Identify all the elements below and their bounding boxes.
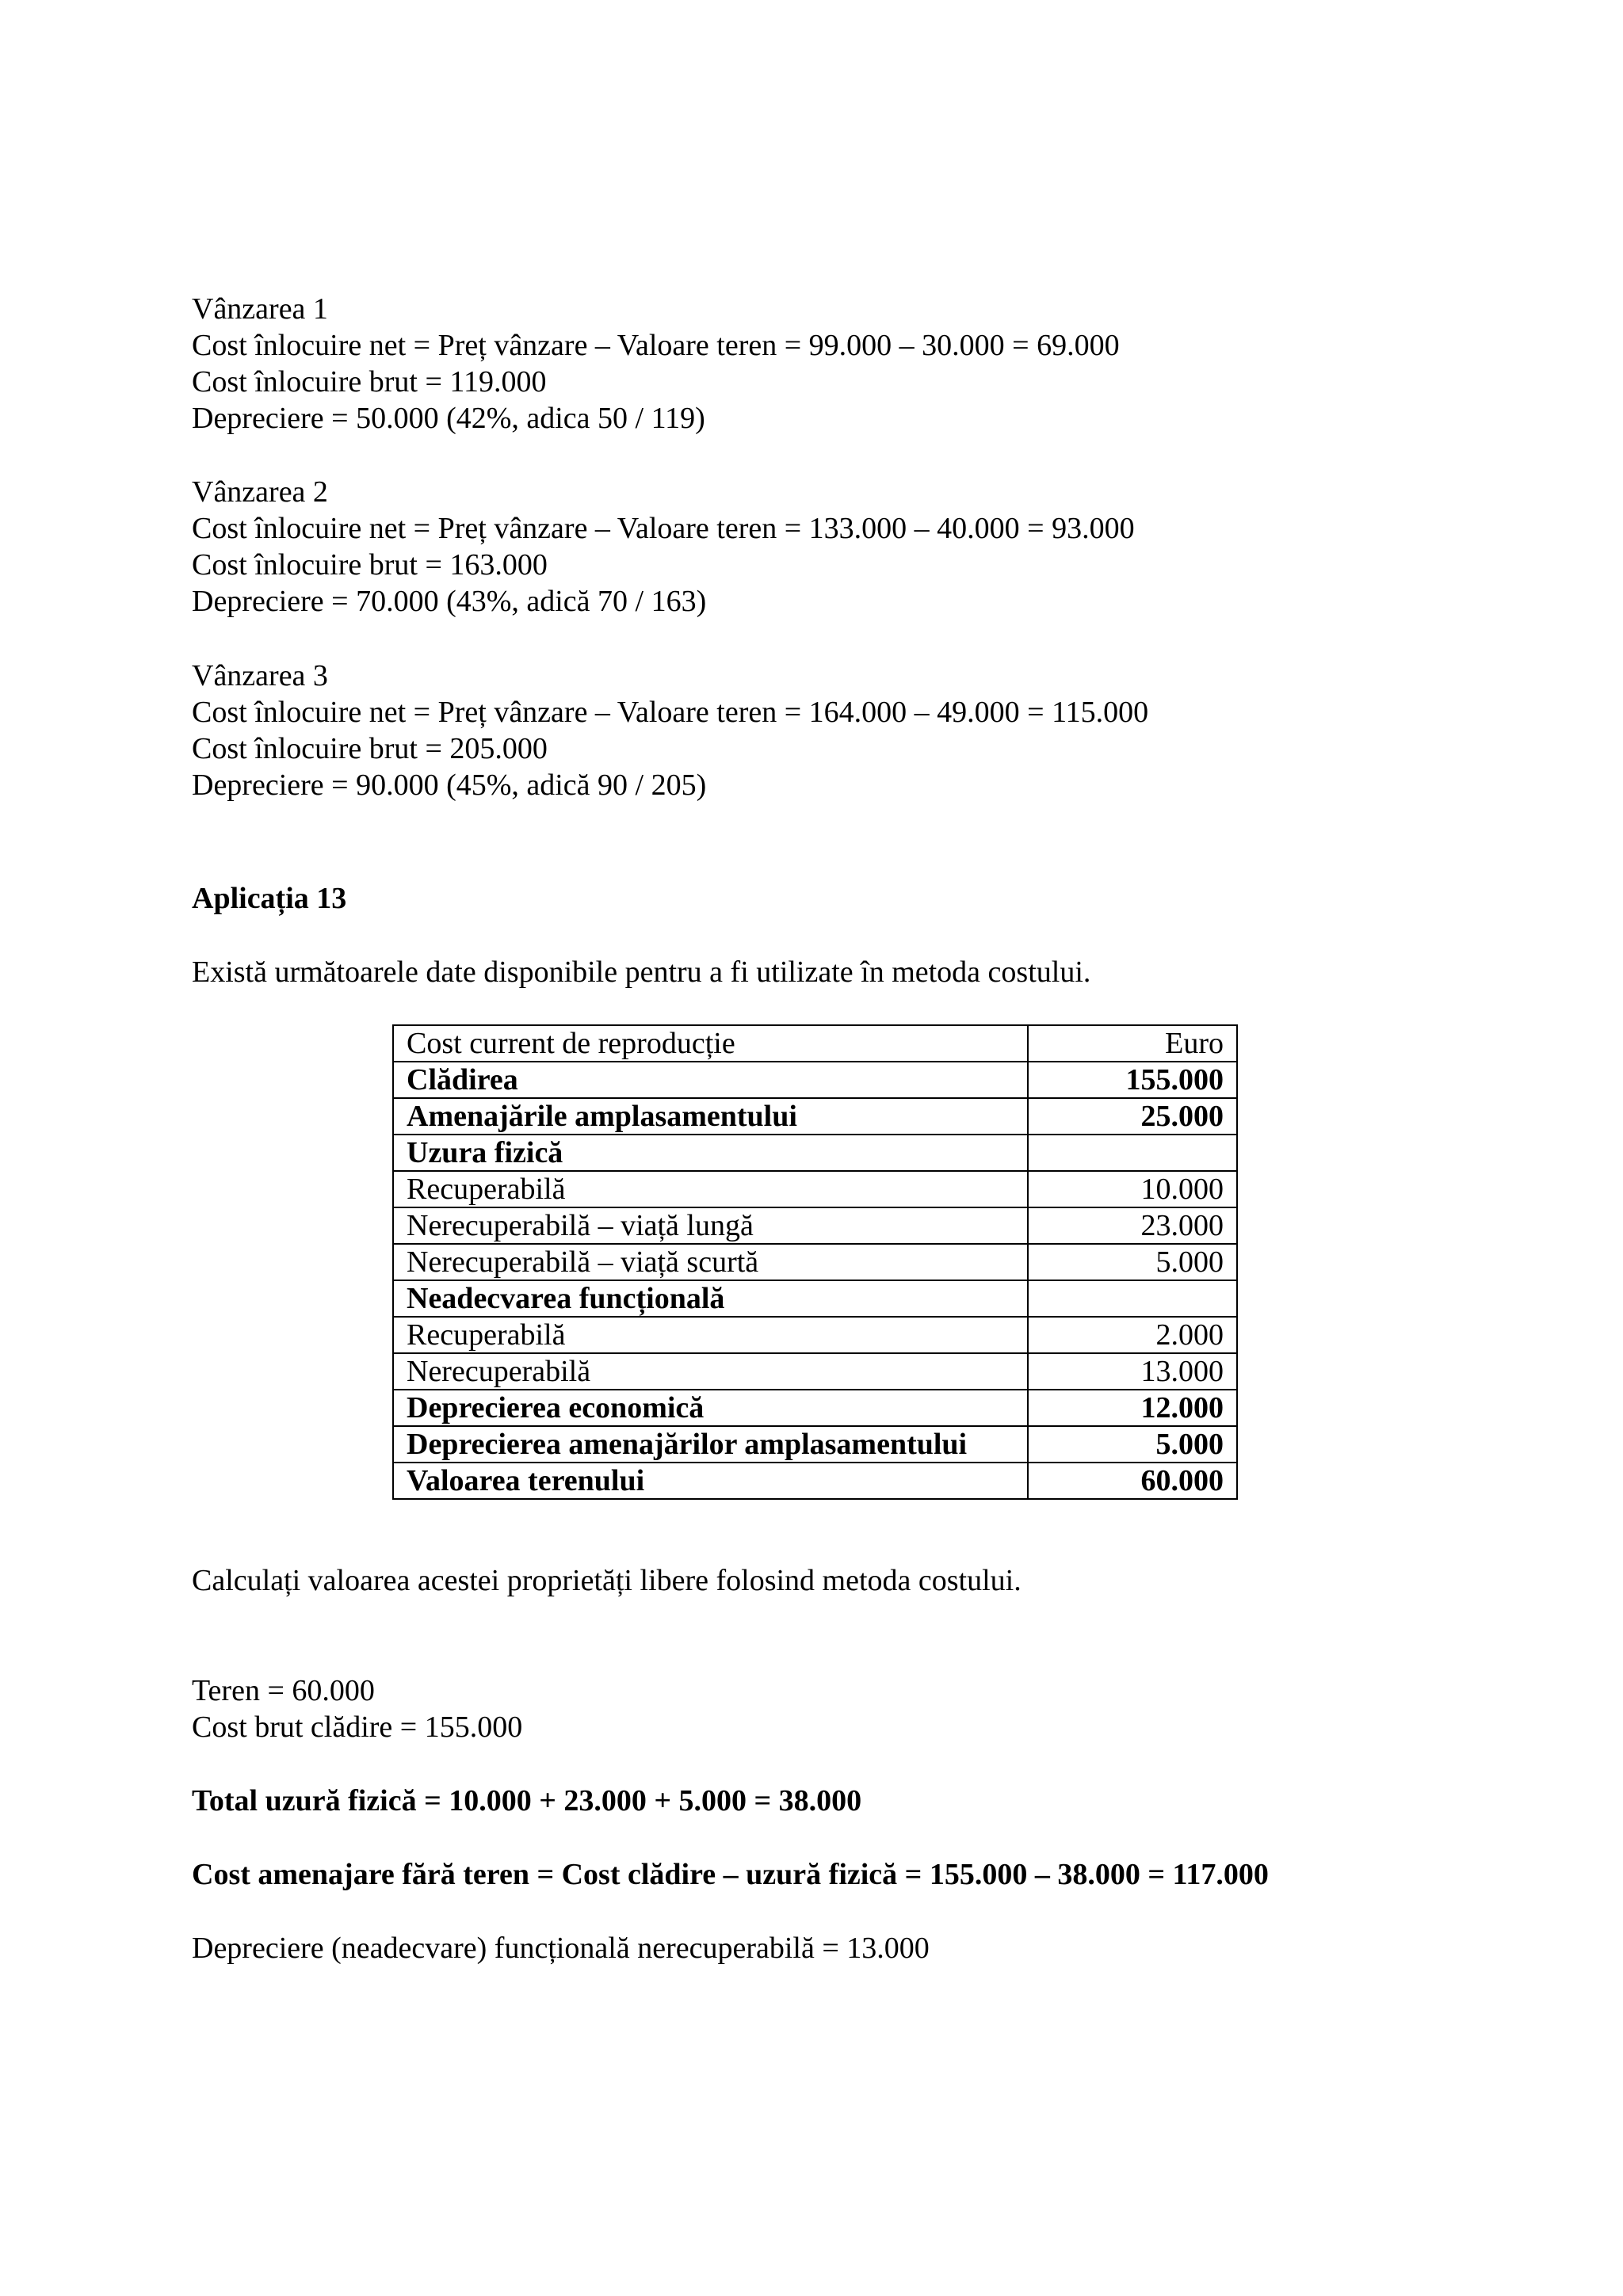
table-cell-label: Clădirea [393,1062,1028,1098]
table-cell-value [1028,1280,1237,1317]
cost-data-table [392,1024,1238,1500]
table-cell-label: Nerecuperabilă – viață scurtă [393,1244,1028,1280]
table-cell-label: Amenajările amplasamentului [393,1098,1028,1135]
sale-depreciation: Depreciere = 90.000 (45%, adică 90 / 205) [192,769,707,802]
solution-improvement-cost: Cost amenajare fără teren = Cost clădire – uzură fizică = 155.000 – 38.000 = 117.000 [192,1858,1269,1891]
solution-land: Teren = 60.000 [192,1674,375,1707]
sale-depreciation: Depreciere = 70.000 (43%, adică 70 / 163) [192,585,707,618]
table-row [393,1244,1237,1280]
sale-gross-cost: Cost înlocuire brut = 119.000 [192,365,547,399]
sale-depreciation: Depreciere = 50.000 (42%, adica 50 / 119) [192,402,705,435]
sale-title: Vânzarea 2 [192,475,328,509]
table-cell-value: 13.000 [1028,1353,1237,1390]
table-cell-value: 2.000 [1028,1317,1237,1353]
table-row [393,1098,1237,1135]
table-cell-value: Euro [1028,1025,1237,1062]
table-row [393,1062,1237,1098]
table-cell-value: 25.000 [1028,1098,1237,1135]
table-cell-label: Recuperabilă [393,1317,1028,1353]
sale-2-section [192,474,1135,620]
application-question: Calculați valoarea acestei proprietăți libere folosind metoda costului. [192,1564,1022,1597]
sale-net-cost: Cost înlocuire net = Preț vânzare – Valoare teren = 133.000 – 40.000 = 93.000 [192,512,1135,545]
table-cell-label: Cost current de reproducție [393,1025,1028,1062]
table-cell-label: Nerecuperabilă – viață lungă [393,1207,1028,1244]
table-cell-label: Valoarea terenului [393,1463,1028,1499]
solution-total-physical: Total uzură fizică = 10.000 + 23.000 + 5.000 = 38.000 [192,1784,862,1817]
table-cell-label: Neadecvarea funcțională [393,1280,1028,1317]
table-row [393,1280,1237,1317]
table-row [393,1463,1237,1499]
table-cell-label: Deprecierea amenajărilor amplasamentului [393,1426,1028,1463]
table-row [393,1390,1237,1426]
application-title: Aplicația 13 [192,882,347,915]
table-row [393,1135,1237,1171]
table-cell-value: 12.000 [1028,1390,1237,1426]
table-row [393,1426,1237,1463]
table-row [393,1025,1237,1062]
table-row [393,1317,1237,1353]
table-cell-label: Nerecuperabilă [393,1353,1028,1390]
table-cell-label: Recuperabilă [393,1171,1028,1207]
table-row [393,1353,1237,1390]
table-cell-value: 60.000 [1028,1463,1237,1499]
sale-net-cost: Cost înlocuire net = Preț vânzare – Valoare teren = 99.000 – 30.000 = 69.000 [192,329,1120,362]
table-cell-value: 10.000 [1028,1171,1237,1207]
table-cell-value: 5.000 [1028,1244,1237,1280]
sale-net-cost: Cost înlocuire net = Preț vânzare – Valoare teren = 164.000 – 49.000 = 115.000 [192,696,1149,729]
sale-gross-cost: Cost înlocuire brut = 163.000 [192,548,548,582]
sale-1-section [192,291,1120,437]
table-cell-value [1028,1135,1237,1171]
table-cell-value: 5.000 [1028,1426,1237,1463]
solution-building-gross: Cost brut clădire = 155.000 [192,1711,523,1744]
table-cell-label: Deprecierea economică [393,1390,1028,1426]
sale-title: Vânzarea 1 [192,292,328,326]
sale-gross-cost: Cost înlocuire brut = 205.000 [192,732,548,765]
table-row [393,1207,1237,1244]
sale-title: Vânzarea 3 [192,659,328,692]
table-cell-value: 155.000 [1028,1062,1237,1098]
solution-functional-depreciation: Depreciere (neadecvare) funcțională nerecuperabilă = 13.000 [192,1932,930,1965]
table-cell-value: 23.000 [1028,1207,1237,1244]
application-intro: Există următoarele date disponibile pentru a fi utilizate în metoda costului. [192,955,1091,989]
table-row [393,1171,1237,1207]
sale-3-section [192,658,1148,803]
table-cell-label: Uzura fizică [393,1135,1028,1171]
